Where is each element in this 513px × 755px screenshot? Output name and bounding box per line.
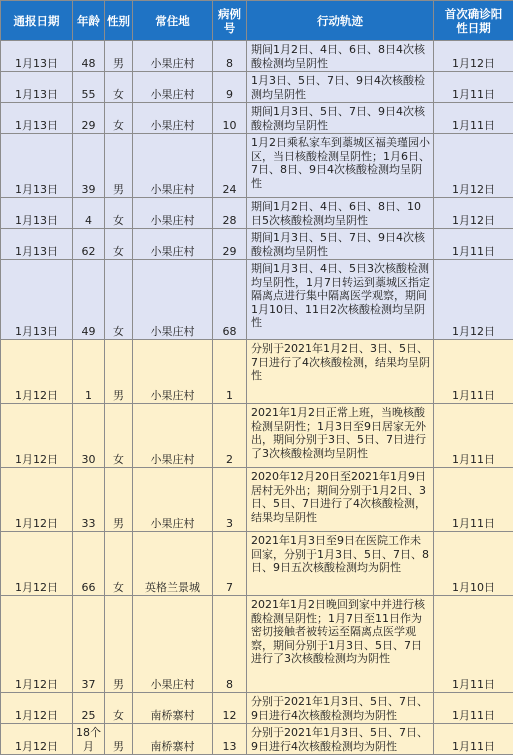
cell-first-positive: 1月12日 [434, 134, 513, 198]
cell-age: 39 [73, 134, 105, 198]
cell-report-date: 1月12日 [1, 404, 73, 468]
cell-report-date: 1月13日 [1, 134, 73, 198]
cell-report-date: 1月13日 [1, 229, 73, 260]
cell-gender: 女 [105, 404, 133, 468]
cell-report-date: 1月12日 [1, 532, 73, 596]
header-first-positive: 首次确诊阳性日期 [434, 1, 513, 41]
cell-residence: 小果庄村 [133, 198, 213, 229]
cell-case-no: 8 [213, 41, 247, 72]
cell-residence: 小果庄村 [133, 468, 213, 532]
cell-residence: 南桥寨村 [133, 693, 213, 724]
cell-gender: 男 [105, 340, 133, 404]
cell-trace: 期间1月3日、5日、7日、9日4次核酸检测均呈阴性 [247, 229, 434, 260]
cell-first-positive: 1月11日 [434, 72, 513, 103]
cell-first-positive: 1月11日 [434, 103, 513, 134]
cell-age: 62 [73, 229, 105, 260]
cell-case-no: 8 [213, 596, 247, 693]
table-row [1, 72, 513, 103]
cell-case-no: 29 [213, 229, 247, 260]
table-row [1, 340, 513, 404]
cell-residence: 小果庄村 [133, 134, 213, 198]
cell-gender: 女 [105, 198, 133, 229]
cell-trace: 期间1月3日、5日、7日、9日4次核酸检测均呈阴性 [247, 103, 434, 134]
cell-age: 49 [73, 260, 105, 340]
header-residence: 常住地 [133, 1, 213, 41]
cell-first-positive: 1月11日 [434, 404, 513, 468]
cell-residence: 小果庄村 [133, 103, 213, 134]
cell-first-positive: 1月12日 [434, 260, 513, 340]
table-row [1, 596, 513, 693]
cell-trace: 分别于2021年1月3日、5日、7日、9日进行4次核酸检测均为阴性 [247, 693, 434, 724]
cell-case-no: 3 [213, 468, 247, 532]
cell-first-positive: 1月11日 [434, 693, 513, 724]
table-row [1, 134, 513, 198]
cell-gender: 男 [105, 596, 133, 693]
table-row [1, 198, 513, 229]
table-row [1, 724, 513, 755]
table-row [1, 468, 513, 532]
cell-residence: 小果庄村 [133, 404, 213, 468]
cell-trace: 1月2日乘私家车到藁城区福美瑾园小区，当日核酸检测呈阴性；1月6日、7日、8日、9日4次核酸检测均呈阴性 [247, 134, 434, 198]
cell-case-no: 24 [213, 134, 247, 198]
cell-report-date: 1月13日 [1, 260, 73, 340]
cell-age: 4 [73, 198, 105, 229]
cell-residence: 小果庄村 [133, 596, 213, 693]
cell-trace: 2021年1月3日至9日在医院工作未回家，分别于1月3日、5日、7日、8日、9日五次核酸检测均为阴性 [247, 532, 434, 596]
cell-first-positive: 1月11日 [434, 468, 513, 532]
header-report-date: 通报日期 [1, 1, 73, 41]
cell-report-date: 1月12日 [1, 596, 73, 693]
cell-first-positive: 1月11日 [434, 596, 513, 693]
cell-age: 18个月 [73, 724, 105, 755]
cell-gender: 女 [105, 693, 133, 724]
cell-trace: 2021年1月2日晚回到家中并进行核酸检测呈阴性；1月7日至11日作为密切接触者被转运至隔离点医学观察，期间分别于1月3日、5日、7日进行了3次核酸检测均为阴性 [247, 596, 434, 693]
cell-report-date: 1月13日 [1, 103, 73, 134]
cell-trace: 2020年12月20日至2021年1月9日居村无外出；期间分别于1月2日、3日、5日、7日进行了4次核酸检测，结果均呈阴性 [247, 468, 434, 532]
cell-case-no: 68 [213, 260, 247, 340]
cell-case-no: 13 [213, 724, 247, 755]
table-row [1, 103, 513, 134]
cell-residence: 小果庄村 [133, 72, 213, 103]
cell-report-date: 1月12日 [1, 340, 73, 404]
cell-residence: 南桥寨村 [133, 724, 213, 755]
cell-gender: 女 [105, 229, 133, 260]
cell-residence: 小果庄村 [133, 229, 213, 260]
cell-gender: 男 [105, 724, 133, 755]
table-body [1, 41, 513, 755]
header-case-no: 病例号 [213, 1, 247, 41]
cell-gender: 男 [105, 41, 133, 72]
cell-age: 37 [73, 596, 105, 693]
cell-gender: 男 [105, 468, 133, 532]
table-row [1, 229, 513, 260]
cell-age: 1 [73, 340, 105, 404]
cell-age: 66 [73, 532, 105, 596]
cell-gender: 男 [105, 134, 133, 198]
cell-report-date: 1月12日 [1, 724, 73, 755]
cell-residence: 小果庄村 [133, 340, 213, 404]
cell-gender: 女 [105, 532, 133, 596]
cell-report-date: 1月12日 [1, 693, 73, 724]
cell-age: 48 [73, 41, 105, 72]
cell-age: 33 [73, 468, 105, 532]
cell-case-no: 7 [213, 532, 247, 596]
cell-report-date: 1月13日 [1, 41, 73, 72]
header-gender: 性别 [105, 1, 133, 41]
cell-first-positive: 1月12日 [434, 41, 513, 72]
cell-first-positive: 1月12日 [434, 198, 513, 229]
cell-trace: 1月3日、5日、7日、9日4次核酸检测均呈阴性 [247, 72, 434, 103]
table-row [1, 260, 513, 340]
cell-first-positive: 1月11日 [434, 340, 513, 404]
cell-trace: 分别于2021年1月3日、5日、7日、9日进行4次核酸检测均为阴性 [247, 724, 434, 755]
table-row [1, 693, 513, 724]
table-row [1, 532, 513, 596]
cell-age: 30 [73, 404, 105, 468]
header-trace: 行动轨迹 [247, 1, 434, 41]
cell-trace: 分别于2021年1月2日、3日、5日、7日进行了4次核酸检测，结果均呈阴性 [247, 340, 434, 404]
cell-residence: 英格兰景城 [133, 532, 213, 596]
cell-trace: 期间1月2日、4日、6日、8日4次核酸检测均呈阴性 [247, 41, 434, 72]
cell-case-no: 9 [213, 72, 247, 103]
cell-first-positive: 1月11日 [434, 229, 513, 260]
cell-report-date: 1月12日 [1, 468, 73, 532]
cell-age: 55 [73, 72, 105, 103]
cell-age: 25 [73, 693, 105, 724]
cell-gender: 女 [105, 103, 133, 134]
cell-report-date: 1月13日 [1, 72, 73, 103]
table-row [1, 41, 513, 72]
cell-case-no: 12 [213, 693, 247, 724]
cell-report-date: 1月13日 [1, 198, 73, 229]
cell-residence: 小果庄村 [133, 41, 213, 72]
cell-first-positive: 1月11日 [434, 724, 513, 755]
cell-case-no: 1 [213, 340, 247, 404]
cell-residence: 小果庄村 [133, 260, 213, 340]
cell-case-no: 28 [213, 198, 247, 229]
cell-case-no: 2 [213, 404, 247, 468]
cell-trace: 2021年1月2日正常上班，当晚核酸检测呈阴性；1月3日至9日居家无外出，期间分别于3日、5日、7日进行了3次核酸检测均呈阴性 [247, 404, 434, 468]
cell-trace: 期间1月3日、4日、5日3次核酸检测均呈阴性，1月7日转运到藁城区指定隔离点进行集中隔离医学观察，期间1月10日、11日2次核酸检测均呈阴性 [247, 260, 434, 340]
cell-trace: 期间1月2日、4日、6日、8日、10日5次核酸检测均呈阴性 [247, 198, 434, 229]
table-row [1, 404, 513, 468]
cell-gender: 女 [105, 72, 133, 103]
cell-age: 29 [73, 103, 105, 134]
header-row [1, 1, 513, 41]
header-age: 年龄 [73, 1, 105, 41]
cell-gender: 女 [105, 260, 133, 340]
cell-case-no: 10 [213, 103, 247, 134]
cell-first-positive: 1月10日 [434, 532, 513, 596]
